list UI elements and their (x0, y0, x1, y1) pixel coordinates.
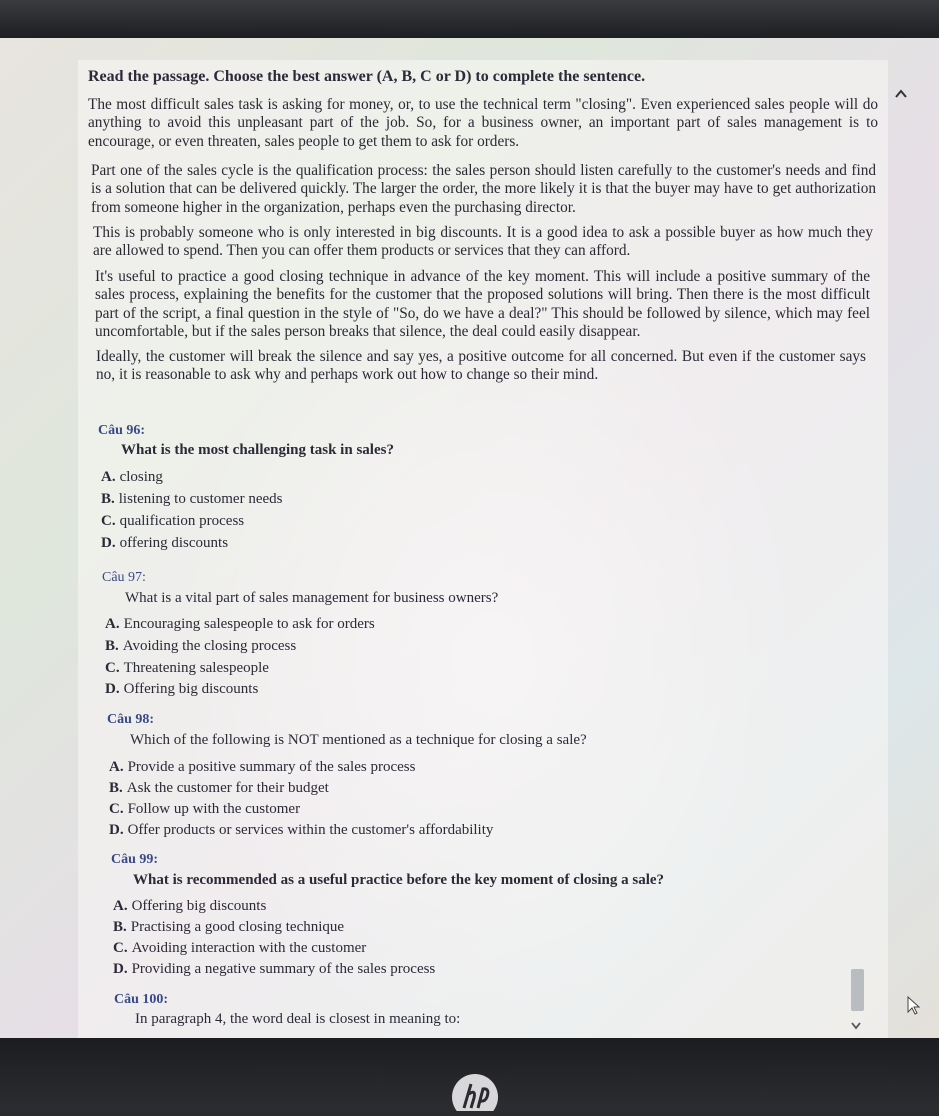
passage-paragraph-2: Part one of the sales cycle is the qualification process: the sales person should listen carefully to the customer's needs and find is a solution that can be delivered quickly. The larger the order, the more likely it is that the buyer may have to get authorization from someone higher in the organization, perhaps even the purchasing director. (91, 162, 876, 216)
option-text: Avoiding the closing process (122, 638, 297, 654)
option-letter: B. (101, 491, 115, 507)
option-text: listening to customer needs (118, 491, 283, 507)
option-text: Provide a positive summary of the sales process (127, 759, 416, 775)
option-text: Offering big discounts (123, 681, 259, 697)
question-96-option-a[interactable] (101, 469, 163, 486)
question-97-label: Câu 97: (102, 570, 146, 585)
option-letter: B. (113, 919, 127, 935)
question-99-text: What is recommended as a useful practice before the key moment of closing a sale? (133, 872, 665, 888)
question-98-option-a[interactable] (109, 759, 415, 776)
question-98-option-d[interactable] (109, 822, 493, 839)
option-letter: B. (105, 638, 119, 654)
passage-paragraph-4: It's useful to practice a good closing technique in advance of the key moment. This will include a positive summary of the sales process, explaining the benefits for the customer that the proposed solutions will bring. Then there is the most difficult part of the script, a final question in the style of "So, do we have a deal?" This should be followed by silence, which may feel uncomfortable, but if the sales person breaks that silence, the deal could easily disappear. (95, 268, 870, 341)
option-letter: A. (109, 759, 124, 775)
question-97-option-d[interactable] (105, 681, 258, 698)
option-letter: A. (105, 616, 120, 632)
question-98-label: Câu 98: (107, 712, 155, 727)
question-96-text: What is the most challenging task in sales? (121, 442, 394, 458)
question-99-option-d[interactable] (113, 961, 435, 978)
monitor-bezel-top (0, 0, 939, 38)
option-letter: A. (113, 898, 128, 914)
question-96-option-b[interactable] (101, 491, 282, 508)
question-96-option-d[interactable] (101, 535, 228, 552)
passage-paragraph-1: The most difficult sales task is asking for money, or, to use the technical term "closing". Even experienced sales people will do anything to avoid this unpleasant part of the job. So, for a business owner, an important part of sales management is to encourage, or even threaten, sales people to get them to ask for orders. (88, 96, 878, 150)
chevron-down-icon[interactable] (849, 1018, 865, 1034)
passage-paragraph-5: Ideally, the customer will break the silence and say yes, a positive outcome for all concerned. But even if the customer says no, it is reasonable to ask why and perhaps work out how to change so their mind. (96, 348, 866, 384)
scrollbar-thumb[interactable] (851, 969, 864, 1011)
option-text: Avoiding interaction with the customer (131, 940, 367, 956)
question-98-option-c[interactable] (109, 801, 300, 818)
option-text: qualification process (119, 513, 245, 529)
option-text: Encouraging salespeople to ask for orders (123, 616, 375, 632)
option-text: Providing a negative summary of the sales process (131, 961, 436, 977)
document-page (78, 60, 888, 1038)
question-98-option-b[interactable] (109, 780, 329, 797)
screen (0, 38, 939, 1038)
option-letter: C. (113, 940, 128, 956)
question-97-option-c[interactable] (105, 660, 269, 677)
option-letter: C. (105, 660, 120, 676)
option-text: Offering big discounts (131, 898, 267, 914)
option-letter: D. (105, 681, 120, 697)
question-99-option-b[interactable] (113, 919, 344, 936)
mouse-pointer-icon (906, 996, 922, 1016)
question-99-label: Câu 99: (111, 852, 159, 867)
option-letter: B. (109, 780, 123, 796)
question-99-option-c[interactable] (113, 940, 366, 957)
question-97-text: What is a vital part of sales management for business owners? (125, 590, 499, 606)
option-text: Offer products or services within the customer's affordability (127, 822, 494, 838)
option-text: Practising a good closing technique (130, 919, 345, 935)
option-letter: D. (101, 535, 116, 551)
question-98-text: Which of the following is NOT mentioned as a technique for closing a sale? (130, 732, 587, 748)
question-96-label: Câu 96: (98, 423, 146, 438)
question-97-option-b[interactable] (105, 638, 296, 655)
question-96-option-c[interactable] (101, 513, 244, 530)
option-letter: A. (101, 469, 116, 485)
hp-logo (450, 1072, 500, 1111)
option-text: offering discounts (119, 535, 229, 551)
option-text: Threatening salespeople (123, 660, 269, 676)
chevron-up-icon[interactable] (893, 86, 909, 102)
option-letter: C. (109, 801, 124, 817)
question-100-text: In paragraph 4, the word deal is closest in meaning to: (135, 1011, 461, 1027)
option-text: Follow up with the customer (127, 801, 301, 817)
option-text: Ask the customer for their budget (126, 780, 329, 796)
option-letter: D. (109, 822, 124, 838)
passage-paragraph-3: This is probably someone who is only interested in big discounts. It is a good idea to ask a possible buyer as how much they are allowed to spend. Then you can offer them products or services that they can afford. (93, 224, 873, 260)
question-99-option-a[interactable] (113, 898, 266, 915)
option-text: closing (119, 469, 163, 485)
option-letter: C. (101, 513, 116, 529)
question-97-option-a[interactable] (105, 616, 375, 633)
option-letter: D. (113, 961, 128, 977)
question-100-label: Câu 100: (114, 992, 169, 1007)
instruction-heading: Read the passage. Choose the best answer (A, B, C or D) to complete the sentence. (88, 68, 646, 85)
